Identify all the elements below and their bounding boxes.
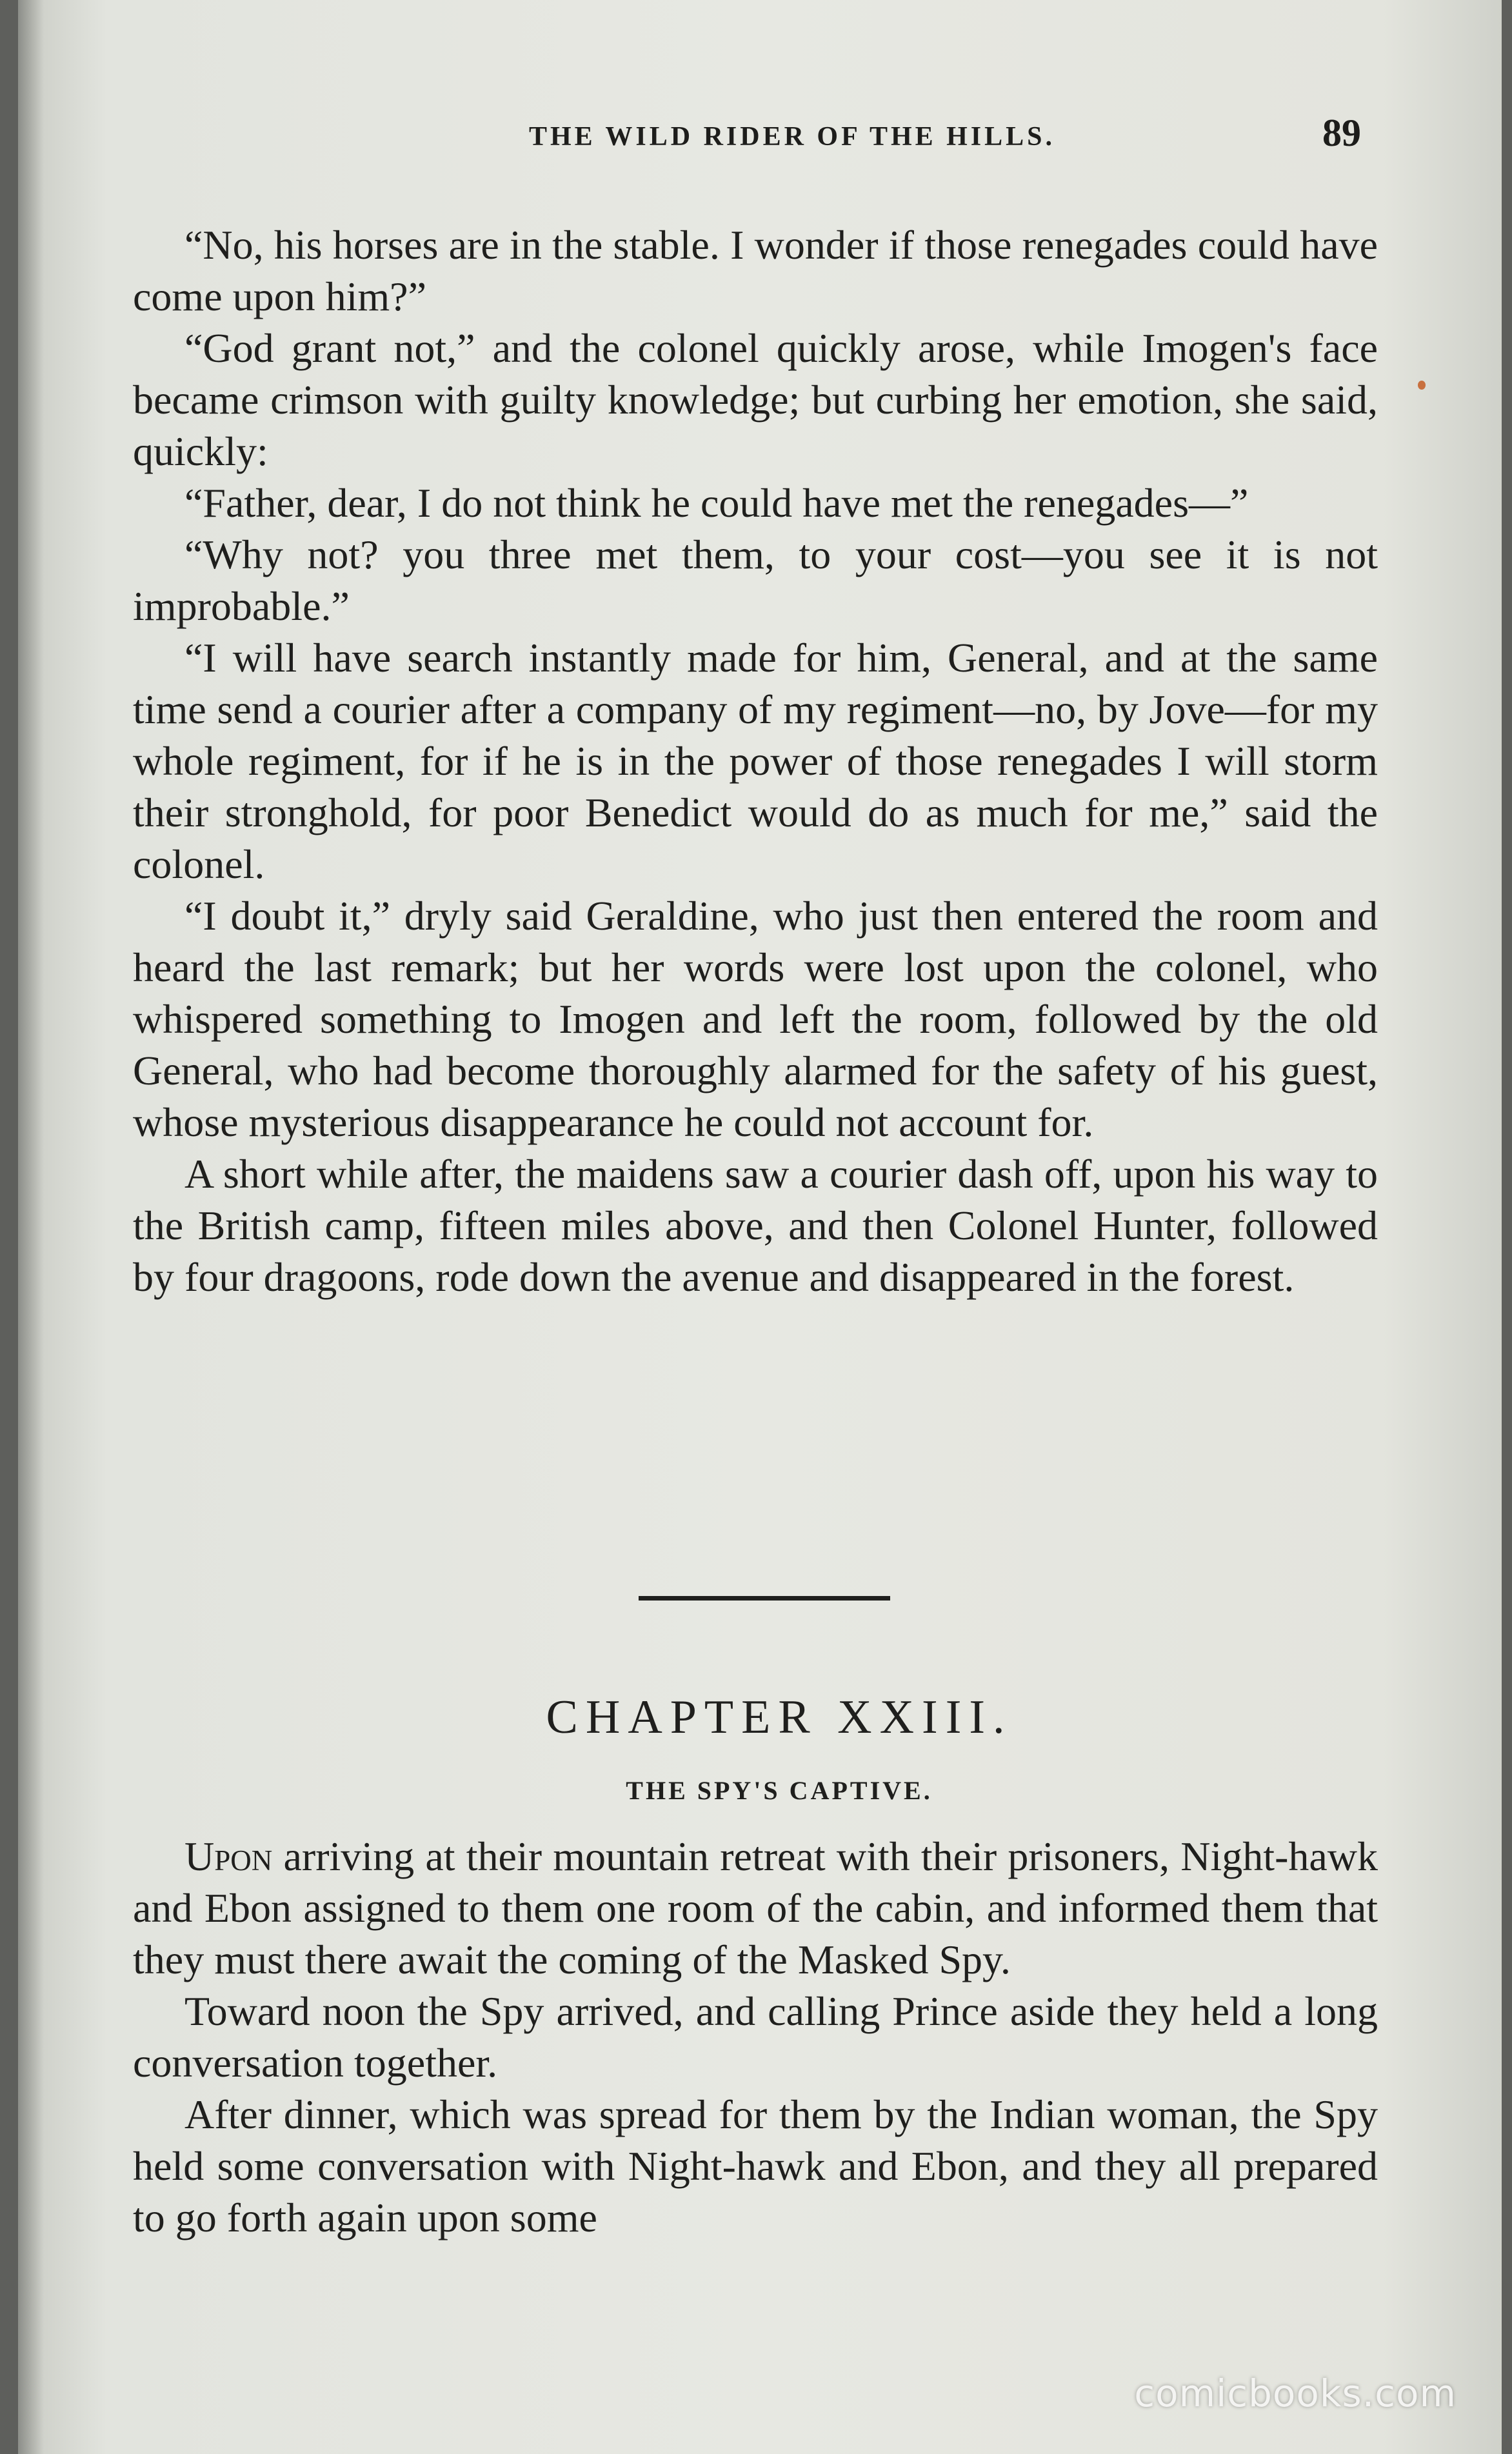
- paragraph: “Why not? you three met them, to your cost—you see it is not improbable.”: [133, 532, 1378, 629]
- paragraph: [133, 1831, 1378, 1986]
- running-head: THE WILD RIDER OF THE HILLS.: [528, 122, 1056, 152]
- paragraph: Toward noon the Spy arrived, and calling Prince aside they held a long conversation together.: [133, 1988, 1378, 2086]
- paragraph: “No, his horses are in the stable. I wonder if those renegades could have come upon him?”: [133, 222, 1378, 319]
- section-divider-rule: [639, 1596, 890, 1601]
- chapter-lead-word: Upon: [184, 1833, 273, 1879]
- page-number: 89: [1322, 112, 1361, 154]
- paragraph: “I doubt it,” dryly said Geraldine, who just then entered the room and heard the last remark; but her words were lost upon the colonel, who whispered something to Imogen and left the room, followed by the old General, who had become thoroughly alarmed for the safety of his guest, whose mysterious disappearance he could not account for.: [133, 893, 1378, 1145]
- body-text-before-chapter: [133, 219, 1378, 1303]
- chapter-body-text: [133, 1831, 1378, 2244]
- paragraph: “I will have search instantly made for him, General, and at the same time send a courier after a company of my regiment—no, by Jove—for my whole regiment, for if he is in the power of those renegades I will storm their stronghold, for poor Benedict would do as much for me,” said the colonel.: [133, 635, 1378, 887]
- paper-stain: [1418, 381, 1426, 390]
- paragraph-text: arriving at their mountain retreat with their prisoners, Night-hawk and Ebon assigned to them one room of the cabin, and informed them that they must there await the coming of the Masked Spy.: [133, 1833, 1378, 1982]
- book-page: [18, 0, 1502, 2454]
- watermark-text: comicbooks.com: [1134, 2371, 1457, 2415]
- chapter-subtitle: THE SPY'S CAPTIVE.: [626, 1776, 933, 1805]
- paragraph: A short while after, the maidens saw a courier dash off, upon his way to the British camp, fifteen miles above, and then Colonel Hunter, followed by four dragoons, rode down the avenue and disappeared in the forest.: [133, 1151, 1378, 1300]
- paragraph: “Father, dear, I do not think he could have met the renegades—”: [184, 480, 1249, 526]
- paragraph: After dinner, which was spread for them by the Indian woman, the Spy held some conversation with Night-hawk and Ebon, and they all prepared to go forth again upon some: [133, 2091, 1378, 2240]
- chapter-title: CHAPTER XXIII.: [546, 1691, 1013, 1744]
- page-edge-shadow: [18, 0, 44, 2454]
- paragraph: “God grant not,” and the colonel quickly arose, while Imogen's face became crimson with guilty knowledge; but curbing her emotion, she said, quickly:: [133, 325, 1378, 474]
